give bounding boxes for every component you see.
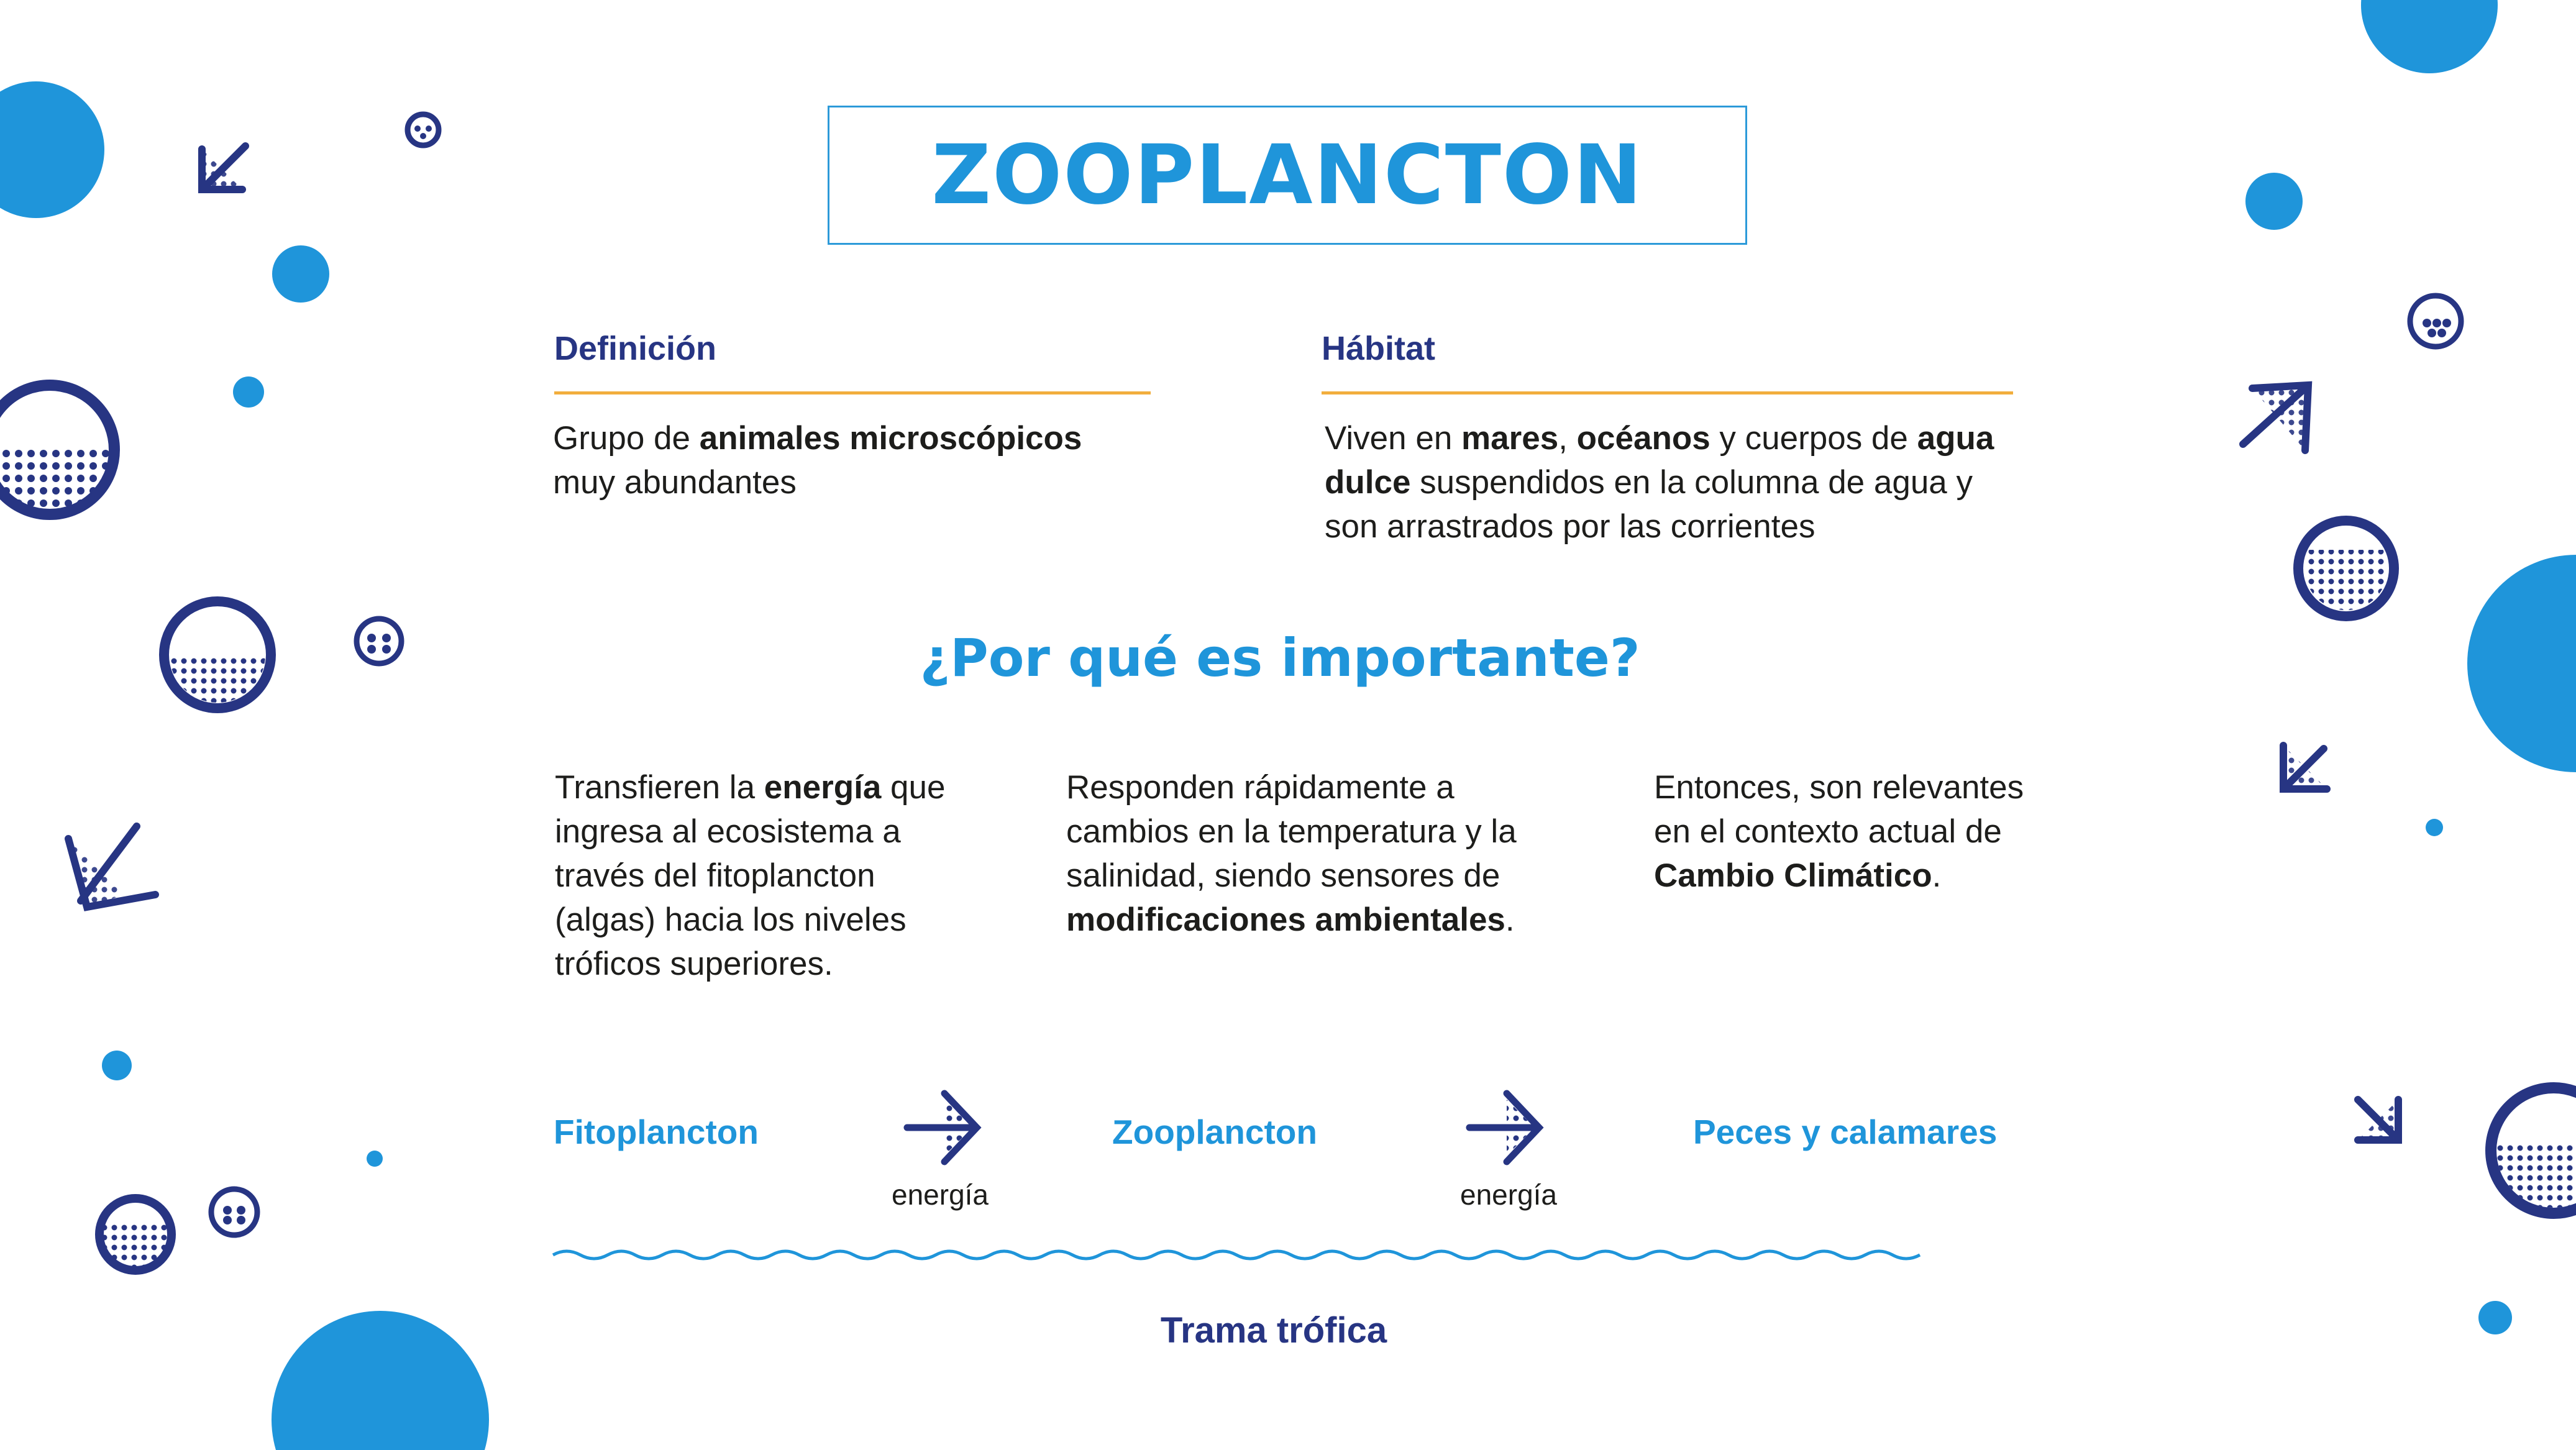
habitat-rule xyxy=(1322,391,2013,394)
definition-text: Grupo de animales microscópicos muy abundantes xyxy=(553,420,1082,501)
ring-dotted xyxy=(2491,1088,2576,1213)
wave-line xyxy=(553,1251,1920,1259)
chain-item-zooplancton: Zooplancton xyxy=(1112,1113,1317,1151)
ring-dotted xyxy=(0,385,124,522)
chain-item-fitoplancton: Fitoplancton xyxy=(554,1113,759,1151)
importance-col-3: Entonces, son relevantes en el contexto actual de Cambio Climático. xyxy=(1654,769,2024,894)
importance-col-2: Responden rápidamente a cambios en la temperatura y la salinidad, siendo sensores de modificaciones ambientales. xyxy=(1066,769,1517,938)
importance-col-1: Transfieren la energía que ingresa al ecosistema a través del fitoplancton (algas) hacia los niveles tróficos superiores. xyxy=(555,769,946,982)
ring-dotted xyxy=(2298,521,2398,616)
chain-item-peces: Peces y calamares xyxy=(1693,1113,1998,1151)
food-web-caption: Trama trófica xyxy=(1160,1310,1387,1351)
ring-dotted xyxy=(164,601,271,708)
habitat-text: Viven en mares, océanos y cuerpos de agua dulce suspendidos en la columna de agua y son arrastrados por las corrientes xyxy=(1325,420,1994,545)
definition-heading: Definición xyxy=(554,330,717,367)
title-box xyxy=(828,106,1747,245)
definition-rule xyxy=(554,391,1151,394)
energy-label: energía xyxy=(1460,1179,1558,1211)
importance-heading: ¿Por qué es importante? xyxy=(920,627,1640,688)
ring-dotted xyxy=(99,1198,174,1270)
habitat-heading: Hábitat xyxy=(1322,330,1436,367)
page-title: ZOOPLANCTON xyxy=(931,127,1643,223)
energy-label: energía xyxy=(892,1179,989,1211)
